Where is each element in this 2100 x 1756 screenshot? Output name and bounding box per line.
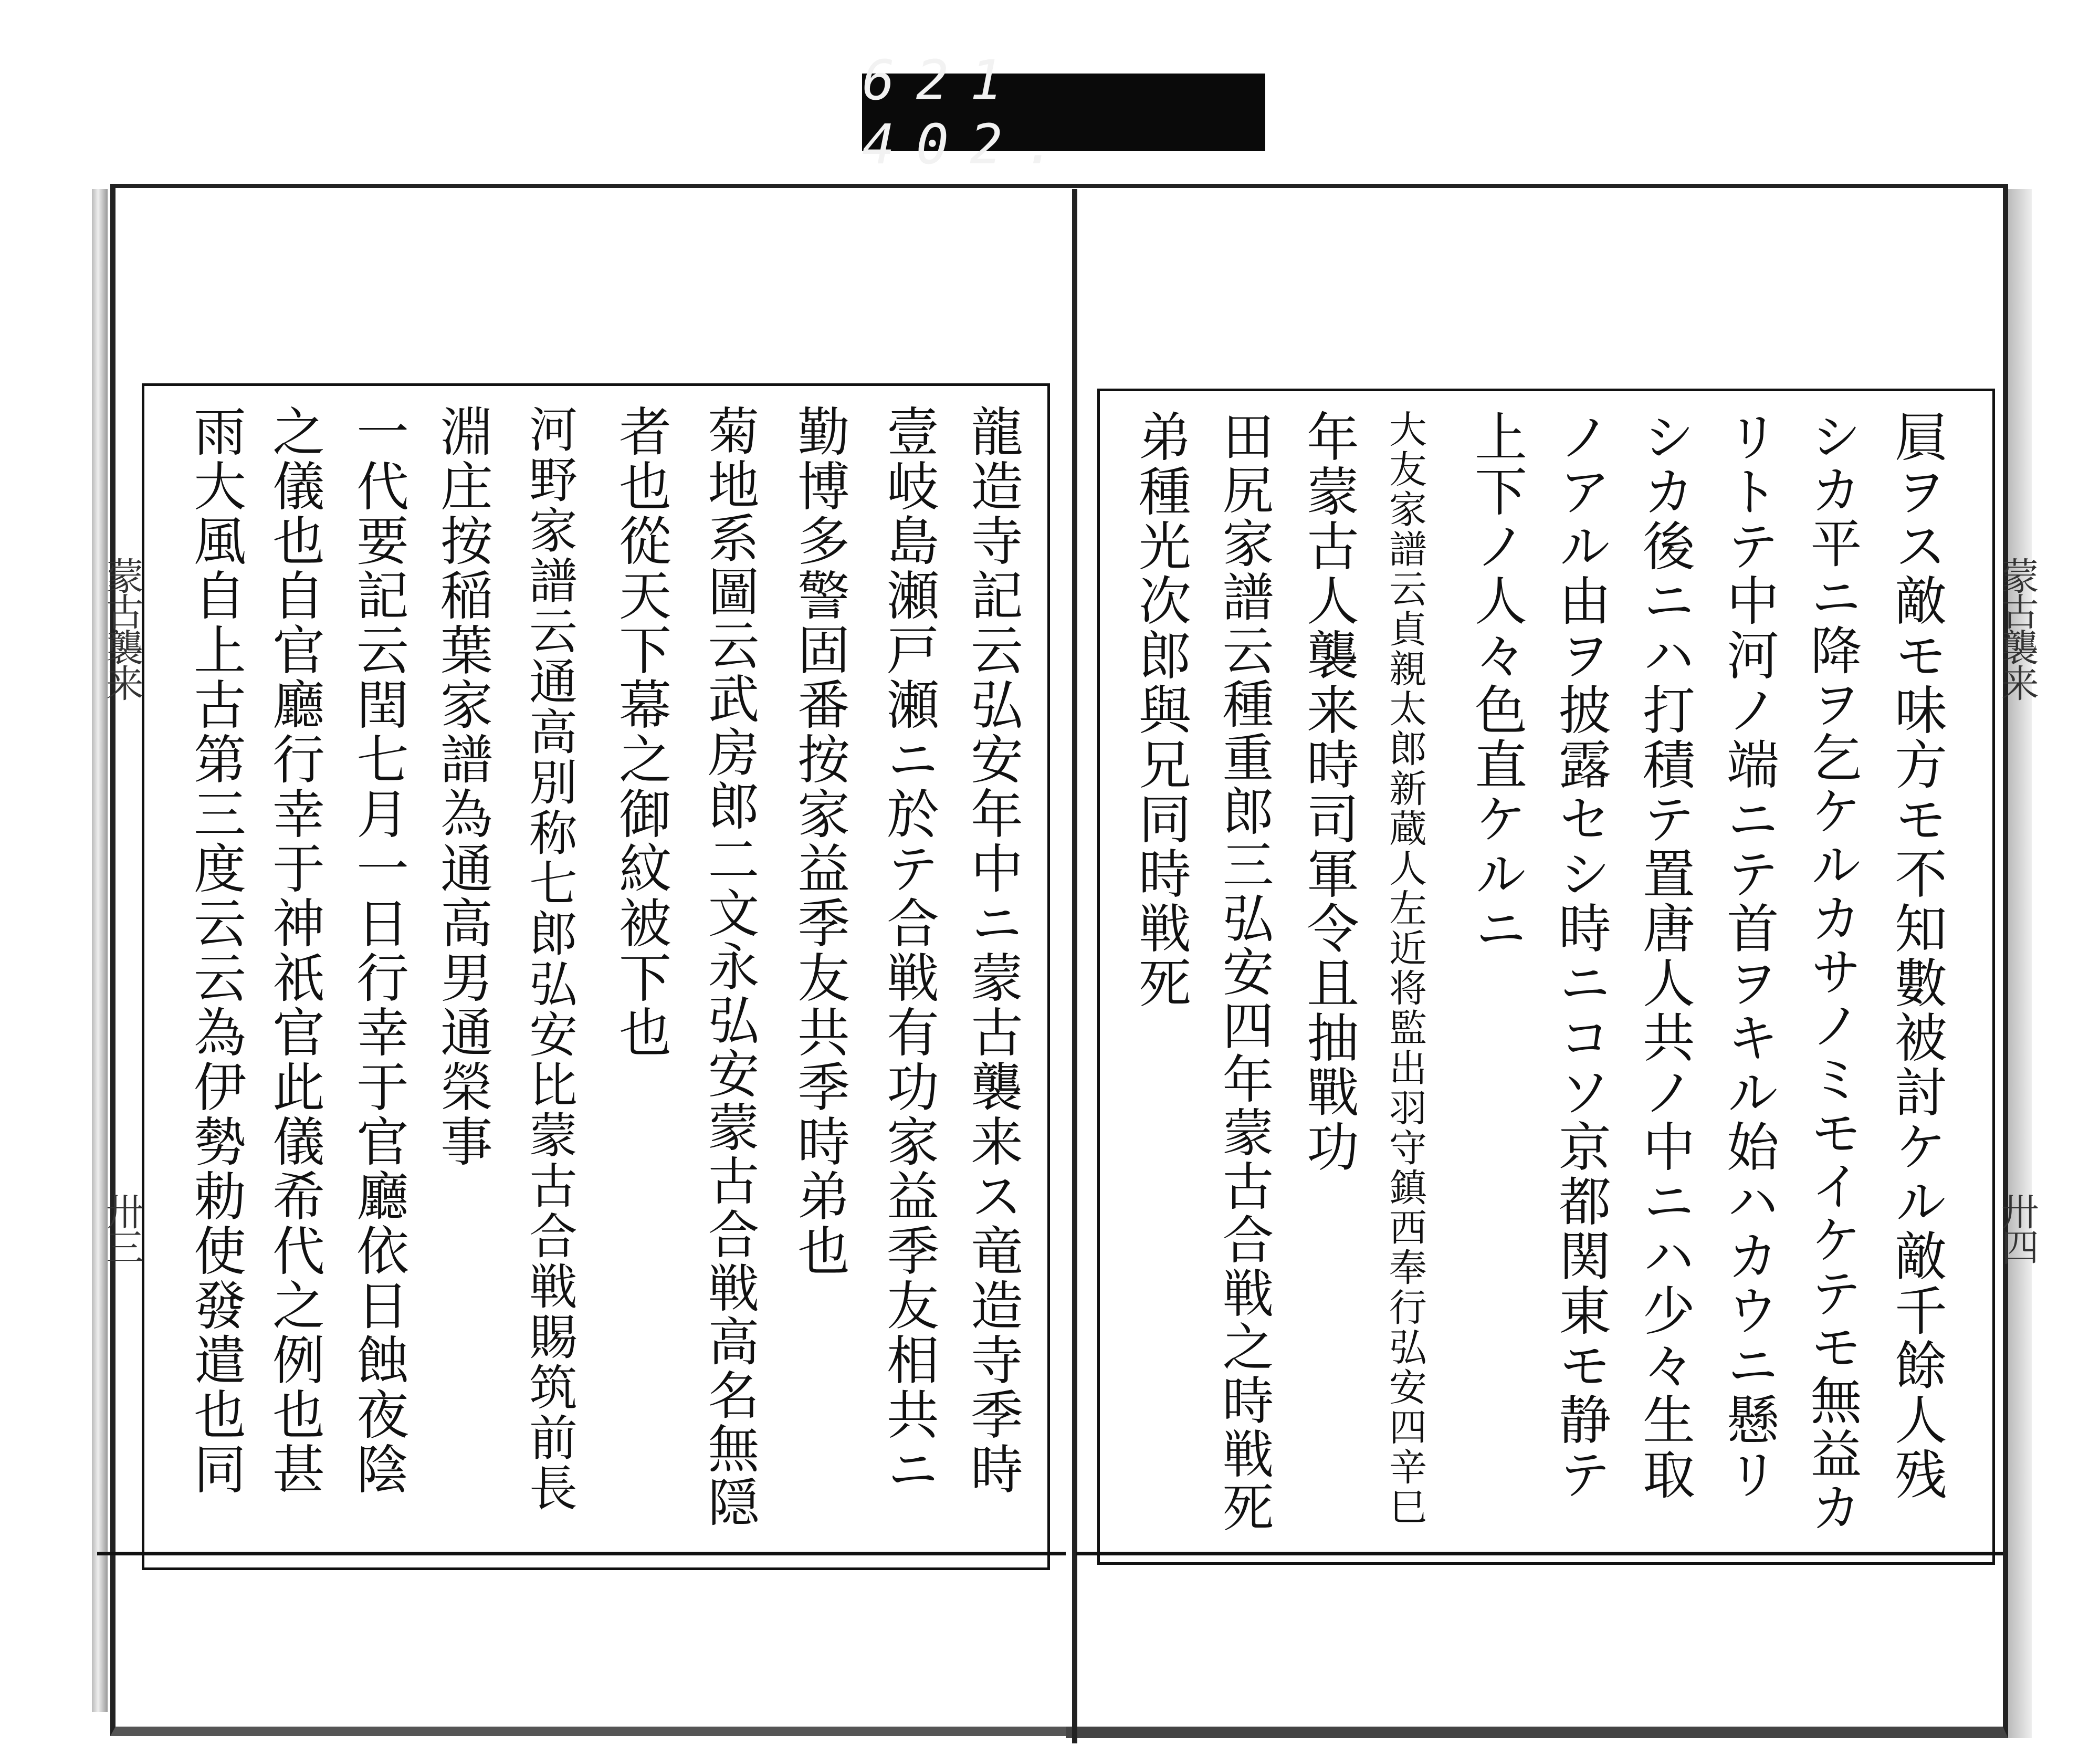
right-margin-folio: 卅四 [1995,1192,2039,1263]
left-column-10: 雨大風自上古第三度云云為伊勢勅使發遣也同 [185,404,246,1497]
left-column-4: 菊地系圖云武房郎二文永弘安蒙古合戦高名無隠 [699,404,759,1529]
right-column-3: リトテ中河ノ端ニテ首ヲキル始ハカウニ懸リ [1718,410,1779,1502]
left-margin-folio: 卅三 [100,1192,144,1263]
right-column-4: シカ後ニハ打積テ置唐人共ノ中ニハ少々生取 [1634,410,1695,1502]
left-column-7: 淵庄按稲葉家譜為通高男通榮事 [432,404,493,1169]
left-column-2: 壹岐島瀬戸瀬ニ於テ合戦有功家益季友相共ニ [878,404,939,1497]
book-edge-left [92,189,108,1712]
left-column-8: 一代要記云閏七月一日行幸于官廳依日蝕夜陰 [348,404,409,1497]
page-gutter [1072,189,1077,1743]
left-column-1: 龍造寺記云弘安年中ニ蒙古襲来ス竜造寺季時 [962,404,1023,1497]
call-number: 621 402. [862,48,1078,176]
left-column-6: 河野家譜云通高別称七郎弘安比蒙古合戦賜筑前長 [521,404,578,1513]
right-column-8: 年蒙古人襲来時司軍令且抽戰功 [1298,410,1359,1174]
right-page-bottom-rule [1076,1552,2003,1555]
right-column-1: 屓ヲス敵モ味方モ不知數被討ケル敵千餘人残 [1886,410,1947,1502]
left-page-bottom-rule [97,1552,1066,1555]
right-column-9: 田尻家譜云種重郎三弘安四年蒙古合戦之時戦死 [1214,410,1274,1534]
left-column-9: 之儀也自官廳行幸于神祇官此儀希代之例也甚 [264,404,325,1497]
right-column-6: 上下ノ人々色直ケルニ [1466,410,1527,956]
right-column-10: 弟種光次郎與兄同時戦死 [1130,410,1191,1010]
call-number-plate [862,48,1265,176]
right-column-2: シカ平ニ降ヲ乞ケルカサノミモイケテモ無益カ [1802,410,1862,1534]
left-column-5: 者也從天下幕之御紋被下也 [610,404,671,1060]
left-column-3: 勤博多警固番按家益季友共季時弟也 [789,404,850,1278]
right-column-5: ノアル由ヲ披露セシ時ニコソ京都関東モ静テ [1550,410,1611,1502]
right-margin-title: 蒙古襲来 [1995,557,2039,699]
left-margin-title: 蒙古襲来 [100,557,144,699]
right-column-7: 大友家譜云貞親太郎新蔵人左近将監出羽守鎮西奉行弘安四辛巳 [1383,410,1427,1527]
